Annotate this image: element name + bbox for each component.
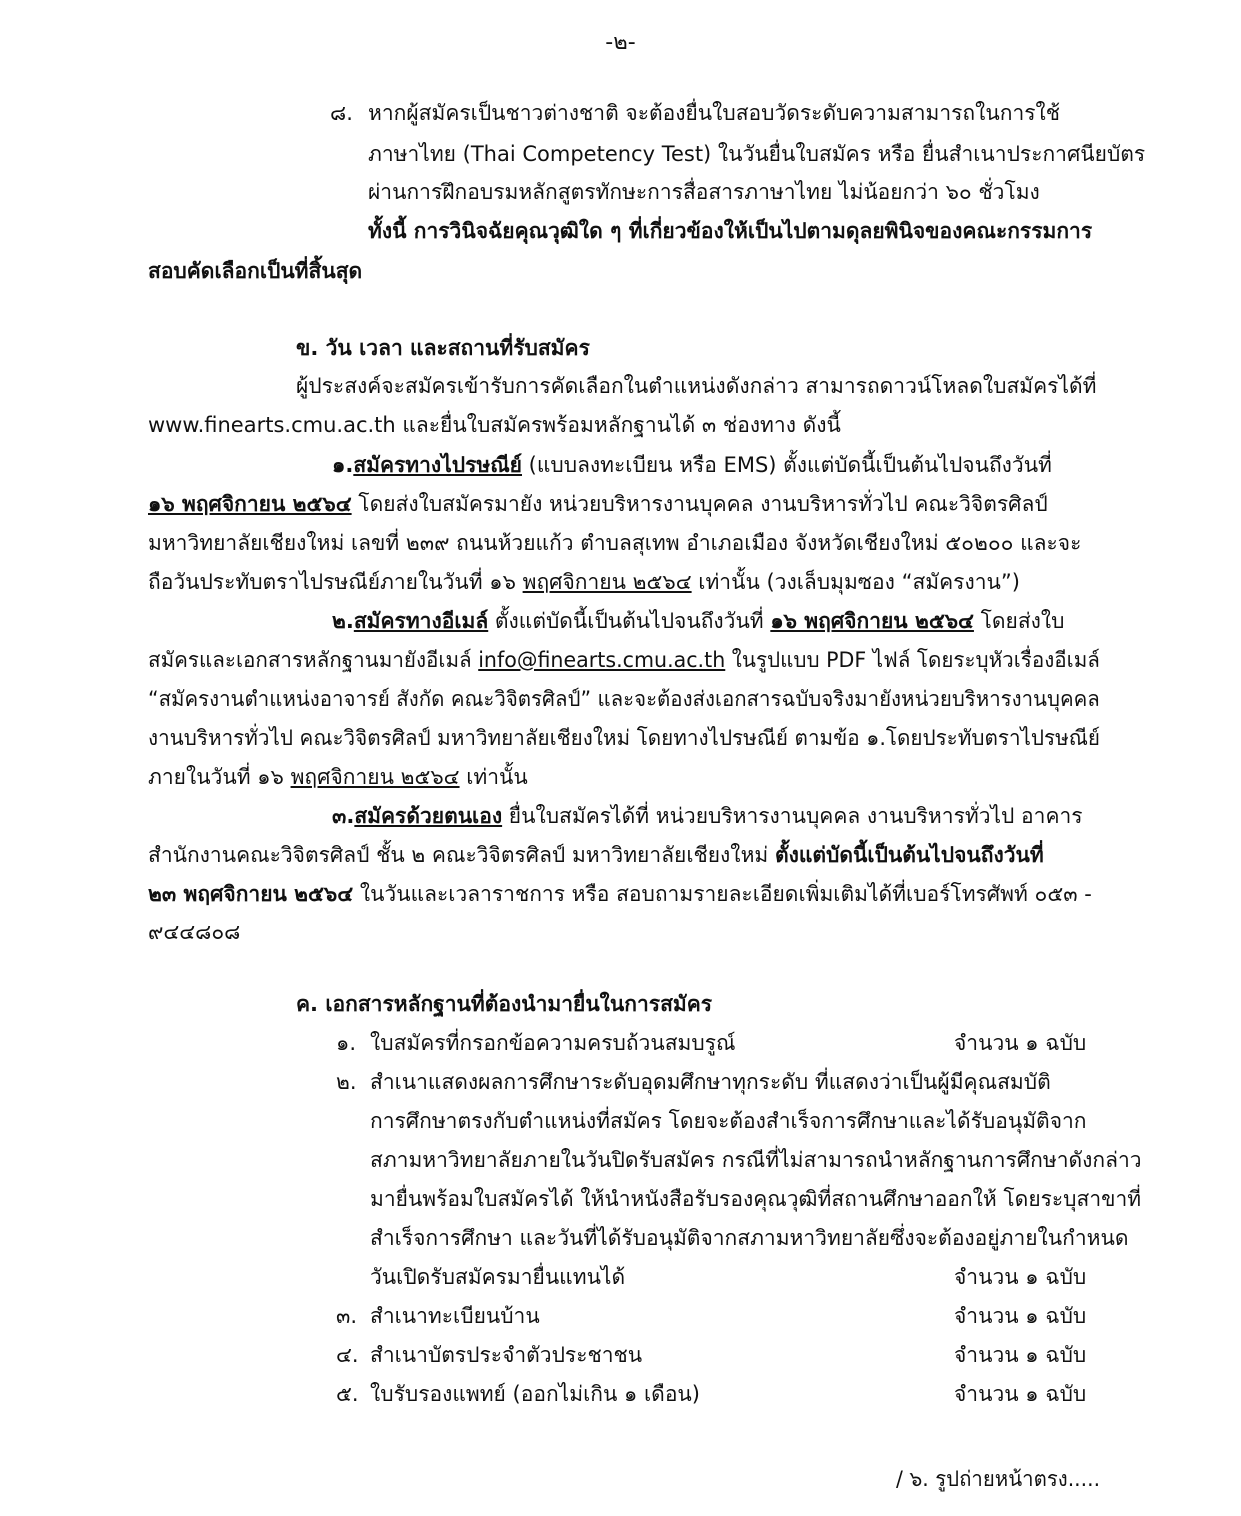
section-heading: ค. เอกสารหลักฐานที่ต้องนำมายื่นในการสมัคร — [296, 992, 713, 1016]
item-number: ๘. — [330, 101, 353, 125]
text: โดยส่งใบ — [973, 609, 1065, 633]
phone-number: ๙๔๔๘๐๘ — [148, 920, 241, 944]
document-item: ใบรับรองแพทย์ (ออกไม่เกิน ๑ เดือน) — [370, 1382, 700, 1406]
text: ภายในวันที่ ๑๖ — [148, 765, 291, 789]
paragraph-line — [148, 762, 528, 792]
paragraph-line: หากผู้สมัครเป็นชาวต่างชาติ จะต้องยื่นใบสอบวัดระดับความสามารถในการใช้ — [368, 101, 1061, 125]
item-number: ๑. — [336, 1031, 357, 1055]
paragraph-line — [332, 450, 1052, 480]
paragraph-line — [332, 801, 1083, 831]
date-text: พฤศจิกายน ๒๕๖๔ — [522, 570, 692, 594]
item-number: ๔. — [336, 1343, 359, 1367]
text: ตั้งแต่บัดนี้เป็นต้นไปจนถึงวันที่ — [488, 609, 771, 633]
document-amount: จำนวน ๑ ฉบับ — [954, 1343, 1087, 1367]
continuation-note: / ๖. รูปถ่ายหน้าตรง..... — [896, 1467, 1101, 1491]
paragraph-line — [148, 840, 1044, 870]
section-heading: ข. วัน เวลา และสถานที่รับสมัคร — [296, 336, 590, 360]
paragraph-line: ทั้งนี้ การวินิจฉัยคุณวุฒิใด ๆ ที่เกี่ยวข้องให้เป็นไปตามดุลยพินิจของคณะกรรมการ — [368, 219, 1093, 243]
method-title: สมัครทางอีเมล์ — [353, 609, 489, 633]
paragraph-line — [332, 606, 1065, 636]
page-number: -๒- — [605, 30, 636, 55]
text: สมัครและเอกสารหลักฐานมายังอีเมล์ — [148, 648, 479, 672]
paragraph-line: ผู้ประสงค์จะสมัครเข้ารับการคัดเลือกในตำแหน่งดังกล่าว สามารถดาวน์โหลดใบสมัครได้ที่ — [296, 374, 1097, 398]
date-text: พฤศจิกายน ๒๕๖๔ — [290, 765, 460, 789]
date-text: ๑๖ พฤศจิกายน ๒๕๖๔ — [148, 492, 352, 516]
text: เท่านั้น — [459, 765, 528, 789]
document-item-line: สำเร็จการศึกษา และวันที่ได้รับอนุมัติจากสภามหาวิทยาลัยซึ่งจะต้องอยู่ภายในกำหนด — [370, 1226, 1129, 1250]
item-number: ๑. — [332, 453, 354, 477]
paragraph-line: “สมัครงานตำแหน่งอาจารย์ สังกัด คณะวิจิตรศิลป์” และจะต้องส่งเอกสารฉบับจริงมายังหน่วยบริหารงานบุคคล — [148, 687, 1100, 711]
email-link[interactable]: info@finearts.cmu.ac.th — [478, 648, 726, 672]
item-number: ๓. — [332, 804, 355, 828]
paragraph-line — [148, 879, 1092, 909]
item-number: ๒. — [332, 609, 354, 633]
document-item-line: วันเปิดรับสมัครมายื่นแทนได้ — [370, 1265, 626, 1289]
document-item: ใบสมัครที่กรอกข้อความครบถ้วนสมบรูณ์ — [370, 1031, 736, 1055]
text: เท่านั้น (วงเล็บมุมซอง “สมัครงาน”) — [691, 570, 1020, 594]
document-item-line: การศึกษาตรงกับตำแหน่งที่สมัคร โดยจะต้องสำเร็จการศึกษาและได้รับอนุมัติจาก — [370, 1109, 1087, 1133]
document-item-line: สำเนาแสดงผลการศึกษาระดับอุดมศึกษาทุกระดับ ที่แสดงว่าเป็นผู้มีคุณสมบัติ — [370, 1070, 1051, 1094]
document-item: สำเนาทะเบียนบ้าน — [370, 1304, 540, 1328]
bold-text: ตั้งแต่บัดนี้เป็นต้นไปจนถึงวันที่ — [774, 843, 1044, 867]
paragraph-line — [148, 645, 1100, 675]
item-number: ๒. — [336, 1070, 357, 1094]
document-amount: จำนวน ๑ ฉบับ — [954, 1265, 1087, 1289]
date-text: ๑๖ พฤศจิกายน ๒๕๖๔ — [770, 609, 974, 633]
paragraph-line — [148, 489, 1048, 519]
text: ถือวันประทับตราไปรษณีย์ภายในวันที่ ๑๖ — [148, 570, 523, 594]
document-amount: จำนวน ๑ ฉบับ — [954, 1382, 1087, 1406]
paragraph-line: ผ่านการฝึกอบรมหลักสูตรทักษะการสื่อสารภาษาไทย ไม่น้อยกว่า ๖๐ ชั่วโมง — [368, 180, 1040, 204]
date-text: ๒๓ พฤศจิกายน ๒๕๖๔ — [148, 882, 354, 906]
text: (แบบลงทะเบียน หรือ EMS) ตั้งแต่บัดนี้เป็นต้นไปจนถึงวันที่ — [522, 453, 1052, 477]
paragraph-line: สอบคัดเลือกเป็นที่สิ้นสุด — [148, 259, 363, 283]
document-item: สำเนาบัตรประจำตัวประชาชน — [370, 1343, 643, 1367]
paragraph-line: มหาวิทยาลัยเชียงใหม่ เลขที่ ๒๓๙ ถนนห้วยแก้ว ตำบลสุเทพ อำเภอเมือง จังหวัดเชียงใหม่ ๕๐๒๐๐ และจะ — [148, 531, 1082, 555]
text: ยื่นใบสมัครได้ที่ หน่วยบริหารงานบุคคล งานบริหารทั่วไป อาคาร — [502, 804, 1083, 828]
paragraph-line: www.finearts.cmu.ac.th และยื่นใบสมัครพร้อมหลักฐานได้ ๓ ช่องทาง ดังนี้ — [148, 413, 841, 437]
paragraph-line: ภาษาไทย (Thai Competency Test) ในวันยื่นใบสมัคร หรือ ยื่นสำเนาประกาศนียบัตร — [368, 142, 1146, 166]
text: ในรูปแบบ PDF ไฟล์ โดยระบุหัวเรื่องอีเมล์ — [725, 648, 1100, 672]
method-title: สมัครทางไปรษณีย์ — [353, 453, 522, 477]
text: สำนักงานคณะวิจิตรศิลป์ ชั้น ๒ คณะวิจิตรศิลป์ มหาวิทยาลัยเชียงใหม่ — [148, 843, 775, 867]
document-item-line: สภามหาวิทยาลัยภายในวันปิดรับสมัคร กรณีที่ไม่สามารถนำหลักฐานการศึกษาดังกล่าว — [370, 1148, 1142, 1172]
item-number: ๓. — [336, 1304, 358, 1328]
item-number: ๕. — [336, 1382, 359, 1406]
document-amount: จำนวน ๑ ฉบับ — [954, 1031, 1087, 1055]
text: ในวันและเวลาราชการ หรือ สอบถามรายละเอียดเพิ่มเติมได้ที่เบอร์โทรศัพท์ ๐๕๓ - — [353, 882, 1092, 906]
paragraph-line — [148, 567, 1020, 597]
document-item-line: มายื่นพร้อมใบสมัครได้ ให้นำหนังสือรับรองคุณวุฒิที่สถานศึกษาออกให้ โดยระบุสาขาที่ — [370, 1187, 1142, 1211]
document-amount: จำนวน ๑ ฉบับ — [954, 1304, 1087, 1328]
paragraph-line: งานบริหารทั่วไป คณะวิจิตรศิลป์ มหาวิทยาลัยเชียงใหม่ โดยทางไปรษณีย์ ตามข้อ ๑.โดยประทับตราไปรษณีย์ — [148, 726, 1100, 750]
text: โดยส่งใบสมัครมายัง หน่วยบริหารงานบุคคล งานบริหารทั่วไป คณะวิจิตรศิลป์ — [351, 492, 1048, 516]
method-title: สมัครด้วยตนเอง — [354, 804, 503, 828]
